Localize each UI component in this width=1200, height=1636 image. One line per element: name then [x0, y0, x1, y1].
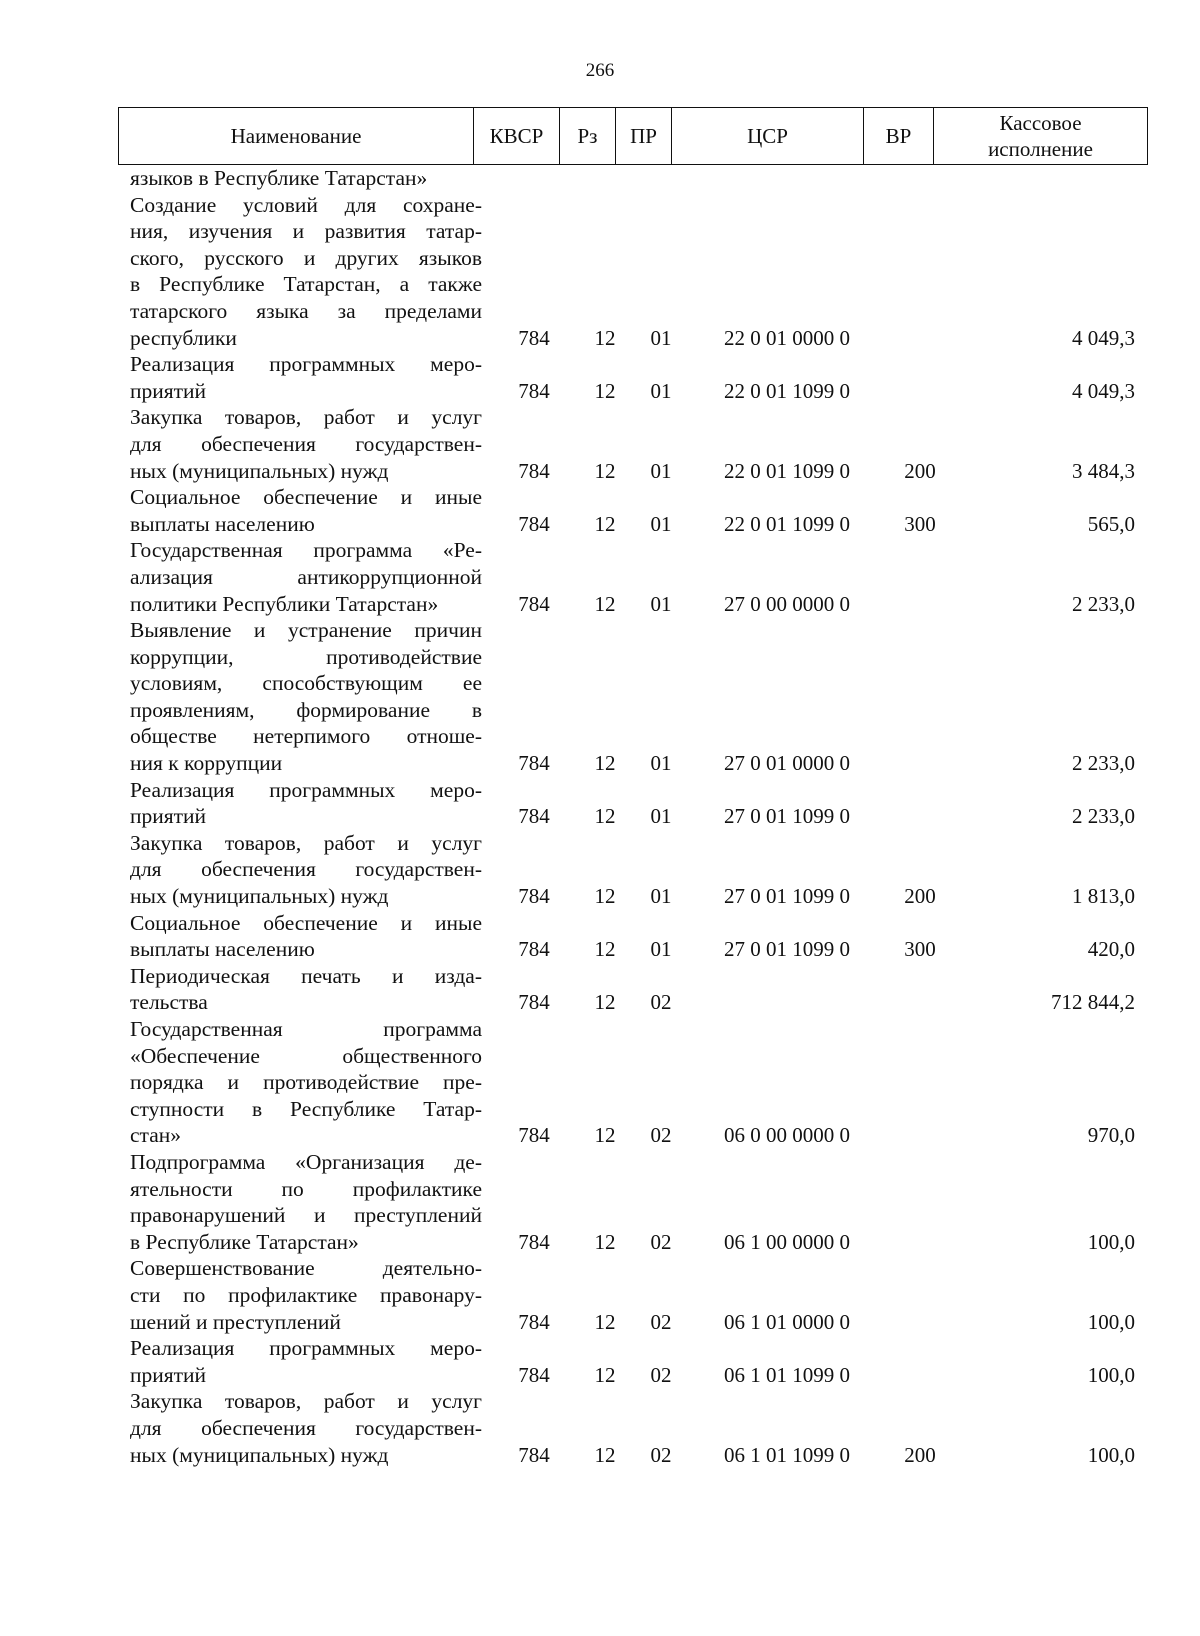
- row-name: [118, 1016, 482, 1149]
- row-kvsr: 784: [518, 511, 550, 536]
- row-name-line: тельства: [130, 990, 208, 1015]
- row-name: [118, 484, 482, 537]
- table-row: [118, 165, 1147, 192]
- header-pr: ПР: [616, 108, 672, 165]
- row-name-line: ния к коррупции: [130, 751, 283, 776]
- row-kvsr: 784: [518, 884, 550, 909]
- row-name-line: для обеспечения государствен-: [130, 431, 482, 456]
- row-pr: 01: [650, 458, 672, 483]
- row-name-line: республики: [130, 325, 237, 350]
- table-row: [118, 1255, 1147, 1335]
- row-kvsr: 784: [518, 1309, 550, 1334]
- row-csr: 06 1 01 1099 0: [724, 1362, 850, 1387]
- row-name-line: Государственная программа «Ре-: [130, 538, 482, 563]
- table-row: [118, 192, 1147, 352]
- row-sum: 2 233,0: [1072, 591, 1135, 616]
- row-name-line: порядка и противодействие пре-: [130, 1070, 482, 1095]
- table-row: [118, 537, 1147, 617]
- row-name-line: ского, русского и других языков: [130, 245, 482, 270]
- row-name: [118, 617, 482, 777]
- row-name-line: ализация антикоррупционной: [130, 564, 482, 589]
- row-sum: 100,0: [1087, 1309, 1135, 1334]
- row-pr: 02: [650, 1309, 672, 1334]
- row-kvsr: 784: [518, 1362, 550, 1387]
- row-sum: 420,0: [1087, 937, 1135, 962]
- row-name: [118, 192, 482, 352]
- row-name-line: политики Республики Татарстан»: [130, 591, 439, 616]
- row-vr: 300: [904, 511, 936, 536]
- row-rz: 12: [594, 378, 616, 403]
- row-pr: 01: [650, 378, 672, 403]
- row-sum: 4 049,3: [1072, 325, 1135, 350]
- row-csr: 06 1 00 0000 0: [724, 1229, 850, 1254]
- row-kvsr: 784: [518, 1442, 550, 1467]
- row-name-line: приятий: [130, 804, 207, 829]
- row-sum: 100,0: [1087, 1442, 1135, 1467]
- row-name: [118, 351, 482, 404]
- row-name-line: ных (муниципальных) нужд: [130, 884, 389, 909]
- table-row: [118, 617, 1147, 777]
- row-name-line: Периодическая печать и изда-: [130, 963, 482, 988]
- header-sum-line1: Кассовое: [999, 111, 1082, 135]
- row-kvsr: 784: [518, 1123, 550, 1148]
- row-sum: 1 813,0: [1072, 884, 1135, 909]
- row-rz: 12: [594, 884, 616, 909]
- row-name-line: проявлениям, формирование в: [130, 697, 482, 722]
- row-kvsr: 784: [518, 591, 550, 616]
- row-name-line: Совершенствование деятельно-: [130, 1256, 482, 1281]
- row-name: [118, 777, 482, 830]
- row-pr: 02: [650, 1362, 672, 1387]
- row-name-line: Закупка товаров, работ и услуг: [130, 1389, 482, 1414]
- row-pr: 01: [650, 937, 672, 962]
- table-row: [118, 963, 1147, 1016]
- row-csr: 27 0 01 0000 0: [724, 751, 850, 776]
- row-name-line: сти по профилактике правонару-: [130, 1282, 482, 1307]
- row-name-line: приятий: [130, 1362, 207, 1387]
- row-kvsr: 784: [518, 804, 550, 829]
- table-row: [118, 1149, 1147, 1255]
- row-rz: 12: [594, 1123, 616, 1148]
- table-row: [118, 351, 1147, 404]
- row-name-line: Государственная программа: [130, 1017, 482, 1041]
- row-rz: 12: [594, 511, 616, 536]
- table-row: [118, 404, 1147, 484]
- table-row: [118, 484, 1147, 537]
- row-sum: 712 844,2: [1051, 990, 1135, 1015]
- row-name-line: Выявление и устранение причин: [130, 618, 482, 643]
- header-rz: Рз: [560, 108, 616, 165]
- row-kvsr: 784: [518, 458, 550, 483]
- table-row: [118, 1335, 1147, 1388]
- row-csr: 27 0 01 1099 0: [724, 884, 850, 909]
- page-number: 266: [585, 60, 615, 81]
- row-name: [118, 1335, 482, 1388]
- row-kvsr: 784: [518, 378, 550, 403]
- header-kvsr: КВСР: [474, 108, 560, 165]
- row-pr: 01: [650, 591, 672, 616]
- row-sum: 3 484,3: [1072, 458, 1135, 483]
- row-sum: 100,0: [1087, 1362, 1135, 1387]
- row-rz: 12: [594, 591, 616, 616]
- row-rz: 12: [594, 1309, 616, 1334]
- header-name: Наименование: [119, 108, 474, 165]
- row-name-line: ных (муниципальных) нужд: [130, 1442, 389, 1467]
- row-pr: 02: [650, 1123, 672, 1148]
- row-name-line: Реализация программных меро-: [130, 352, 482, 377]
- row-pr: 02: [650, 1442, 672, 1467]
- table-header: [118, 107, 1148, 165]
- row-csr: 06 1 01 0000 0: [724, 1309, 850, 1334]
- row-csr: 22 0 01 0000 0: [724, 325, 850, 350]
- row-vr: 200: [904, 1442, 936, 1467]
- table-row: [118, 910, 1147, 963]
- row-vr: 200: [904, 458, 936, 483]
- row-name: [118, 1149, 482, 1255]
- row-name-line: Подпрограмма «Организация де-: [130, 1149, 482, 1174]
- row-kvsr: 784: [518, 325, 550, 350]
- row-name-line: Реализация программных меро-: [130, 1336, 482, 1361]
- row-name-line: Создание условий для сохране-: [130, 192, 482, 217]
- row-pr: 01: [650, 511, 672, 536]
- row-kvsr: 784: [518, 751, 550, 776]
- table-row: [118, 1016, 1147, 1149]
- row-name-line: правонарушений и преступлений: [130, 1203, 482, 1228]
- row-name-line: в Республике Татарстан, а также: [130, 272, 482, 297]
- row-pr: 02: [650, 990, 672, 1015]
- row-name-line: ных (муниципальных) нужд: [130, 458, 389, 483]
- row-name-line: ступности в Республике Татар-: [130, 1096, 482, 1121]
- row-sum: 2 233,0: [1072, 804, 1135, 829]
- row-rz: 12: [594, 751, 616, 776]
- row-sum: 970,0: [1087, 1123, 1135, 1148]
- row-rz: 12: [594, 325, 616, 350]
- header-vr: ВР: [864, 108, 934, 165]
- row-csr: 06 0 00 0000 0: [724, 1123, 850, 1148]
- row-name-line: языков в Республике Татарстан»: [130, 166, 428, 190]
- row-vr: 200: [904, 884, 936, 909]
- row-csr: 22 0 01 1099 0: [724, 378, 850, 403]
- row-name-line: шений и преступлений: [130, 1309, 341, 1334]
- row-name-line: Социальное обеспечение и иные: [130, 910, 482, 935]
- row-name: [118, 404, 482, 484]
- row-name-line: выплаты населению: [130, 937, 315, 962]
- row-sum: 100,0: [1087, 1229, 1135, 1254]
- row-csr: 27 0 00 0000 0: [724, 591, 850, 616]
- row-name-line: Закупка товаров, работ и услуг: [130, 830, 482, 855]
- header-csr: ЦСР: [672, 108, 864, 165]
- row-name-line: Реализация программных меро-: [130, 777, 482, 802]
- row-name-line: татарского языка за пределами: [130, 298, 482, 323]
- row-name: [118, 1388, 482, 1468]
- row-kvsr: 784: [518, 937, 550, 962]
- row-kvsr: 784: [518, 1229, 550, 1254]
- row-rz: 12: [594, 1229, 616, 1254]
- row-sum: 565,0: [1087, 511, 1135, 536]
- row-name: [118, 830, 482, 910]
- row-name-line: «Обеспечение общественного: [130, 1043, 482, 1068]
- row-pr: 01: [650, 751, 672, 776]
- row-sum: 2 233,0: [1072, 751, 1135, 776]
- row-name: [118, 910, 482, 963]
- row-name: [118, 963, 482, 1016]
- table-row: [118, 830, 1147, 910]
- row-vr: 300: [904, 937, 936, 962]
- table-body: [118, 165, 1147, 1468]
- row-rz: 12: [594, 990, 616, 1015]
- row-kvsr: 784: [518, 990, 550, 1015]
- row-name-line: приятий: [130, 378, 207, 403]
- row-pr: 01: [650, 884, 672, 909]
- table-row: [118, 1388, 1147, 1468]
- row-name-line: Социальное обеспечение и иные: [130, 485, 482, 510]
- row-name-line: выплаты населению: [130, 511, 315, 536]
- row-sum: 4 049,3: [1072, 378, 1135, 403]
- table-row: [118, 777, 1147, 830]
- row-name-line: для обеспечения государствен-: [130, 857, 482, 882]
- row-name-line: обществе нетерпимого отноше-: [130, 724, 482, 749]
- row-csr: 22 0 01 1099 0: [724, 511, 850, 536]
- row-pr: 02: [650, 1229, 672, 1254]
- row-name-line: в Республике Татарстан»: [130, 1229, 359, 1254]
- row-rz: 12: [594, 458, 616, 483]
- row-name-line: коррупции, противодействие: [130, 644, 482, 669]
- row-csr: 22 0 01 1099 0: [724, 458, 850, 483]
- row-name-line: ятельности по профилактике: [130, 1176, 482, 1201]
- row-name: [118, 1255, 482, 1335]
- row-csr: 06 1 01 1099 0: [724, 1442, 850, 1467]
- row-rz: 12: [594, 1442, 616, 1467]
- row-rz: 12: [594, 1362, 616, 1387]
- row-pr: 01: [650, 804, 672, 829]
- row-rz: 12: [594, 937, 616, 962]
- row-name: [118, 165, 482, 192]
- row-name-line: ния, изучения и развития татар-: [130, 219, 482, 244]
- row-csr: 27 0 01 1099 0: [724, 804, 850, 829]
- row-name-line: Закупка товаров, работ и услуг: [130, 405, 482, 430]
- row-rz: 12: [594, 804, 616, 829]
- row-pr: 01: [650, 325, 672, 350]
- row-name-line: для обеспечения государствен-: [130, 1415, 482, 1440]
- row-csr: 27 0 01 1099 0: [724, 937, 850, 962]
- row-name-line: стан»: [130, 1123, 181, 1148]
- row-name-line: условиям, способствующим ее: [130, 671, 482, 696]
- header-sum: [934, 108, 1148, 165]
- header-sum-line2: исполнение: [988, 137, 1093, 161]
- row-name: [118, 537, 482, 617]
